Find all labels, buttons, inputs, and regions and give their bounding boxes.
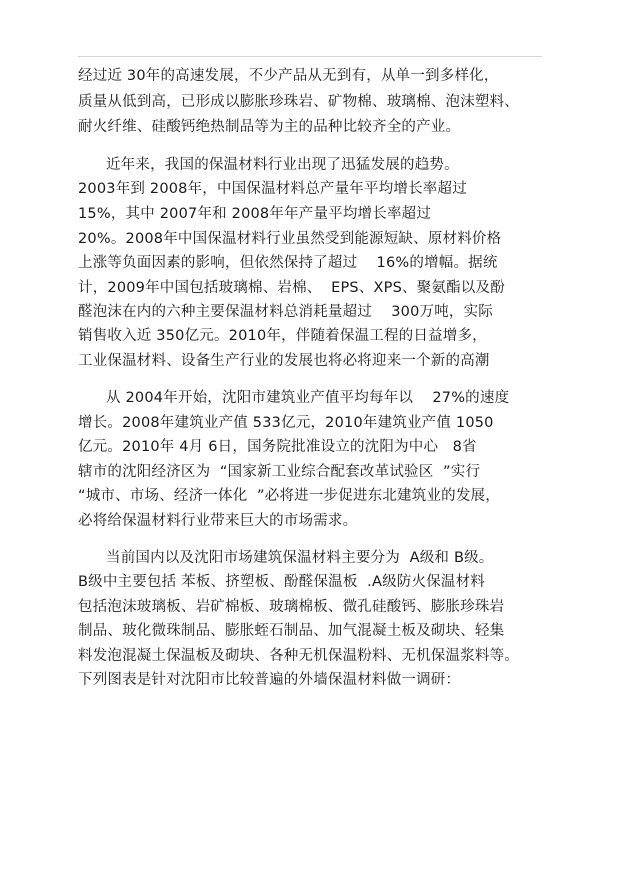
- paragraph-1-line-1: 经过近 30年的高速发展，不少产品从无到有，从单一到多样化，: [78, 68, 499, 84]
- paragraph-2-line-8: 销售收入近 350亿元。2010年，伴随着保温工程的日益增多，: [78, 328, 487, 344]
- paragraph-1-line-2: 质量从低到高，已形成以膨胀珍珠岩、矿物棉、玻璃棉、泡沫塑料、: [78, 94, 519, 110]
- paragraph-3-line-1: 从 2004年开始，沈阳市建筑业产值平均每年以 27%的速度: [106, 390, 510, 406]
- paragraph-3-line-3: 亿元。2010年 4月 6日，国务院批准设立的沈阳为中心 8省: [78, 439, 477, 455]
- paragraph-2-line-2: 2003年到 2008年，中国保温材料总产量年平均增长率超过: [78, 181, 467, 197]
- paragraph-4-line-6: 下列图表是针对沈阳市比较普遍的外墙保温材料做一调研：: [78, 672, 461, 688]
- paragraph-4-line-4: 制品、玻化微珠制品、膨胀蛭石制品、加气混凝土板及砌块、轻集: [78, 623, 505, 639]
- paragraph-3-line-4: 辖市的沈阳经济区为 “国家新工业综合配套改革试验区 ”实行: [78, 464, 481, 480]
- paragraph-4-line-2: B级中主要包括 苯板、挤塑板、酚醛保温板 .A级防火保温材料: [78, 574, 486, 590]
- paragraph-2-line-4: 20%。2008年中国保温材料行业虽然受到能源短缺、原材料价格: [78, 231, 502, 247]
- paragraph-3-line-6: 必将给保温材料行业带来巨大的市场需求。: [78, 513, 358, 529]
- paragraph-2-line-5: 上涨等负面因素的影响，但依然保持了超过 16%的增幅。据统: [78, 255, 498, 271]
- paragraph-2-line-3: 15%，其中 2007年和 2008年年产量平均增长率超过: [78, 206, 432, 222]
- paragraph-4-line-5: 料发泡混凝土保温板及砌块、各种无机保温粉料、无机保温浆料等。: [78, 648, 519, 664]
- paragraph-4-line-1: 当前国内以及沈阳市场建筑保温材料主要分为 A级和 B级。: [106, 550, 494, 566]
- paragraph-3-line-2: 增长。2008年建筑业产值 533亿元，2010年建筑业产值 1050: [78, 415, 494, 431]
- paragraph-2-line-1: 近年来，我国的保温材料行业出现了迅猛发展的趋势。: [106, 157, 459, 173]
- paragraph-2-line-7: 醛泡沫在内的六种主要保温材料总消耗量超过 300万吨，实际: [78, 304, 494, 320]
- paragraph-1-line-3: 耐火纤维、硅酸钙绝热制品等为主的品种比较齐全的产业。: [78, 119, 461, 135]
- paragraph-3-line-5: “城市、市场、经济一体化 ”必将进一步促进东北建筑业的发展，: [78, 488, 500, 504]
- paragraph-4-line-3: 包括泡沫玻璃板、岩矿棉板、玻璃棉板、微孔硅酸钙、膨胀珍珠岩: [78, 599, 505, 615]
- paragraph-2-line-6: 计，2009年中国包括玻璃棉、岩棉、 EPS、XPS、聚氨酯以及酚: [78, 280, 505, 296]
- paragraph-2-line-9: 工业保温材料、设备生产行业的发展也将必将迎来一个新的高潮: [78, 353, 490, 369]
- header-rule: [78, 56, 542, 57]
